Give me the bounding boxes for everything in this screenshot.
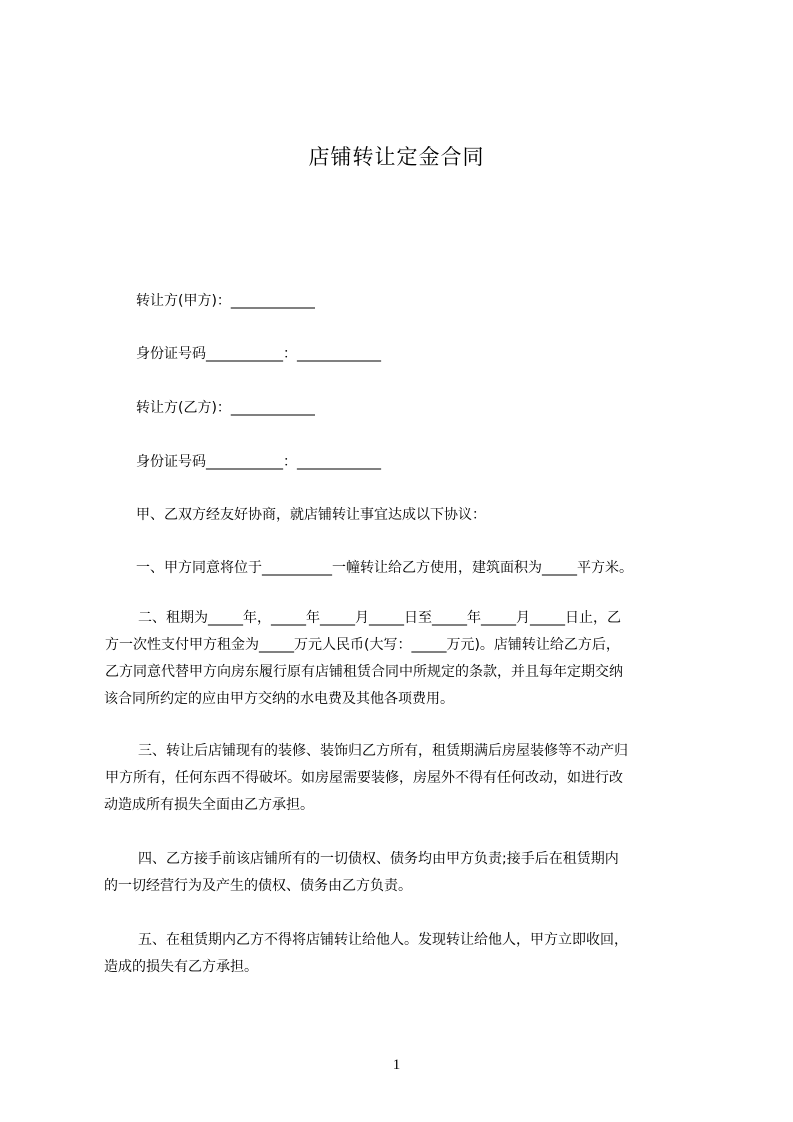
clause-2-line: 方一次性支付甲方租金为_____万元人民币(大写：_____万元)。店铺转让给乙方后， [105, 637, 620, 653]
clause-2 [104, 605, 698, 713]
clause-3-line: 甲方所有，任何东西不得破坏。如房屋需要装修，房屋外不得有任何改动，如进行改 [105, 770, 623, 786]
clause-2-line: 该合同所约定的应由甲方交纳的水电费及其他各项费用。 [104, 691, 454, 707]
party-b-field: 转让方(乙方)：____________ [136, 400, 315, 416]
clause-1: 一、甲方同意将位于__________一幢转让给乙方使用，建筑面积为_____平方米。 [136, 560, 633, 576]
clause-5 [104, 927, 698, 981]
clause-2-line: 二、租期为_____年，_____年_____月_____日至_____年_____月_____日止，乙 [138, 610, 621, 626]
party-a-field: 转让方(甲方)：____________ [136, 293, 315, 309]
clause-4-line: 四、乙方接手前该店铺所有的一切债权、债务均由甲方负责;接手后在租赁期内 [138, 851, 619, 867]
clause-5-line: 五、在租赁期内乙方不得将店铺转让给他人。发现转让给他人，甲方立即收回， [138, 932, 628, 948]
clause-3 [104, 738, 698, 819]
clause-3-line: 三、转让后店铺现有的装修、装饰归乙方所有，租赁期满后房屋装修等不动产归 [138, 743, 628, 759]
party-b-id-field: 身份证号码___________：____________ [136, 454, 381, 470]
intro-paragraph: 甲、乙双方经友好协商，就店铺转让事宜达成以下协议： [136, 507, 486, 523]
clause-3-line: 动造成所有损失全面由乙方承担。 [104, 797, 314, 813]
document-title: 店铺转让定金合同 [308, 145, 485, 169]
clause-4-line: 的一切经营行为及产生的债权、债务由乙方负责。 [104, 878, 412, 894]
clause-4 [104, 846, 698, 900]
clause-5-line: 造成的损失有乙方承担。 [104, 959, 258, 975]
page-number: 1 [392, 1057, 401, 1073]
clause-2-line: 乙方同意代替甲方向房东履行原有店铺租赁合同中所规定的条款，并且每年定期交纳 [105, 664, 623, 680]
party-a-id-field: 身份证号码___________：____________ [136, 346, 381, 362]
